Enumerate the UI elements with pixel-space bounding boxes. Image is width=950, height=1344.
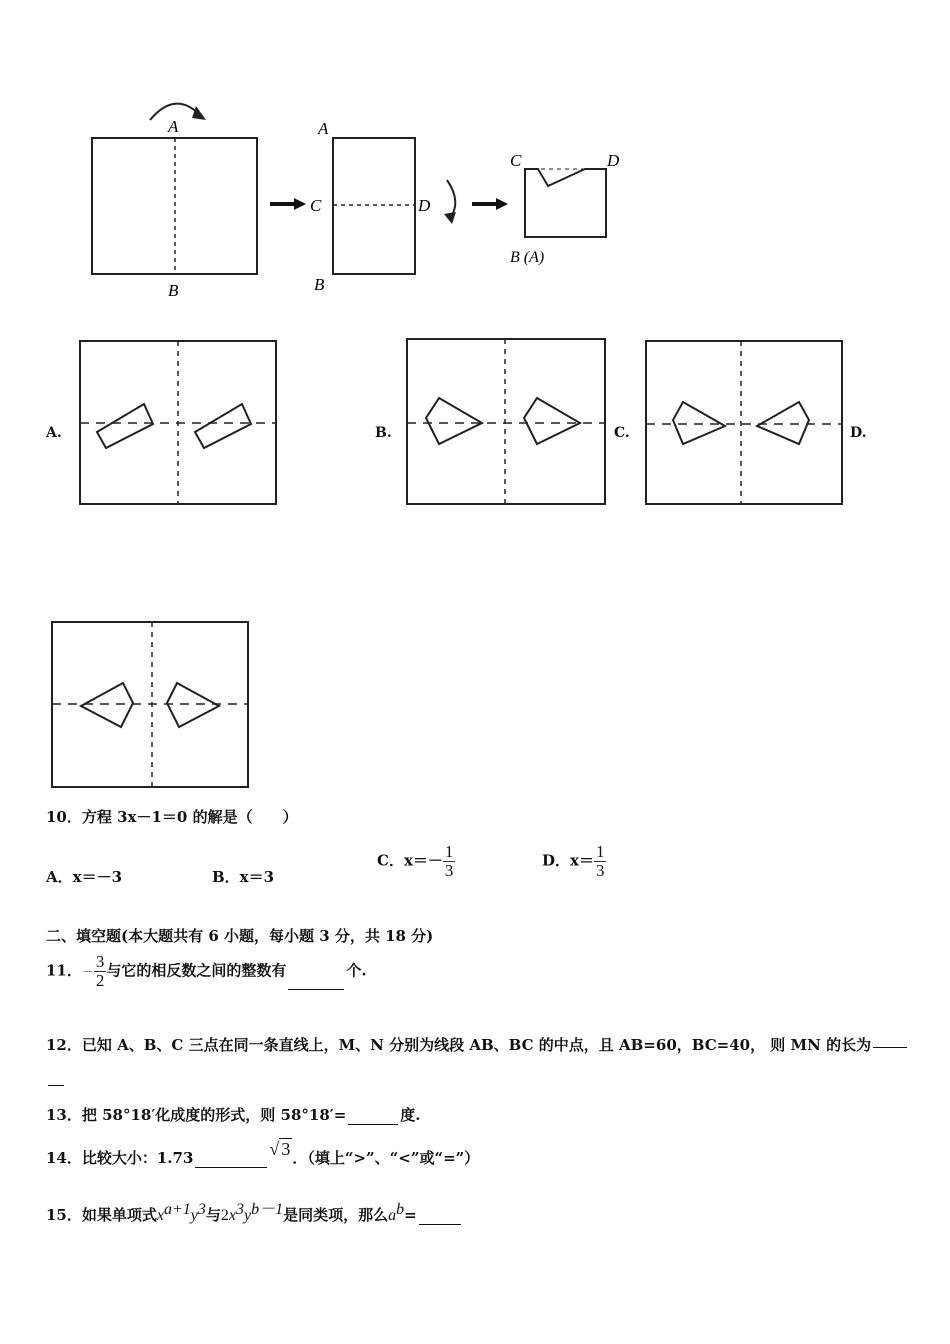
question-12: 12．已知 A、B、C 三点在同一条直线上，M、N 分别为线段 AB、BC 的中点，且 AB=60，BC=40， 则 MN 的长为 <box>46 1036 872 1054</box>
option-b-label: B. <box>375 425 392 441</box>
fraction-one-third-2: $\frac{1}{3}$ <box>595 842 605 880</box>
label-C3: C <box>510 151 522 170</box>
q11-answer-blank[interactable] <box>288 988 344 990</box>
option-c-figure[interactable] <box>645 340 843 506</box>
q14-answer-blank[interactable] <box>195 1166 267 1168</box>
label-B2: B <box>314 275 325 294</box>
sqrt-3: √ 3 <box>269 1139 291 1159</box>
q10-option-c[interactable] <box>377 843 455 880</box>
paper-folded-once <box>333 138 415 274</box>
label-BA3: B (A) <box>510 249 545 266</box>
label-C2: C <box>310 196 322 215</box>
label-A2: A <box>318 119 329 138</box>
question-11: 11．－ $\frac{3}{2}$ 与它的相反数之间的整数有 个. <box>46 952 367 990</box>
label-B1: B <box>168 281 179 300</box>
fraction-three-halves: $\frac{3}{2}$ <box>95 952 105 990</box>
question-14: 14．比较大小：1.73 √ 3 ．（填上“>”、“<”或“=”） <box>46 1139 480 1167</box>
q13-answer-blank[interactable] <box>348 1123 398 1125</box>
q15-answer-blank[interactable] <box>419 1223 461 1225</box>
option-c-label: C. <box>614 425 630 441</box>
q10-option-c-prefix: C．x＝－ <box>377 851 443 870</box>
folding-process-figure <box>0 90 700 310</box>
option-b-figure[interactable] <box>406 338 606 506</box>
option-d-label: D. <box>850 425 867 441</box>
option-a-figure[interactable] <box>79 340 277 506</box>
q10-option-b[interactable]: B．x＝3 <box>212 868 275 886</box>
fold-down-arrow-icon <box>447 180 455 218</box>
label-A1: A <box>168 117 179 136</box>
question-10: 10．方程 3x－1＝0 的解是（ ） <box>46 808 298 826</box>
label-D2: D <box>418 196 431 215</box>
q10-option-d-prefix: D．x＝ <box>542 851 594 870</box>
q10-option-d[interactable] <box>542 843 606 880</box>
q12-answer-blank[interactable] <box>873 1046 907 1048</box>
option-d-figure[interactable] <box>51 621 249 788</box>
question-15: 15．如果单项式$x^{a+1}y^3$与$2x^3y^{b-1}$是同类项，那么$a^b=$ <box>46 1196 463 1225</box>
question-13: 13．把 58°18′化成度的形式，则 58°18′= 度. <box>46 1106 421 1124</box>
paper-folded-twice-cut <box>525 169 606 237</box>
label-D3: D <box>607 151 620 170</box>
q10-option-a[interactable]: A．x＝－3 <box>46 868 123 886</box>
section-2-title: 二、填空题(本大题共有 6 小题，每小题 3 分，共 18 分) <box>46 927 434 945</box>
q12-answer-blank-cont[interactable] <box>48 1084 64 1086</box>
option-a-label: A. <box>46 425 62 441</box>
fraction-one-third: $\frac{1}{3}$ <box>444 842 454 880</box>
